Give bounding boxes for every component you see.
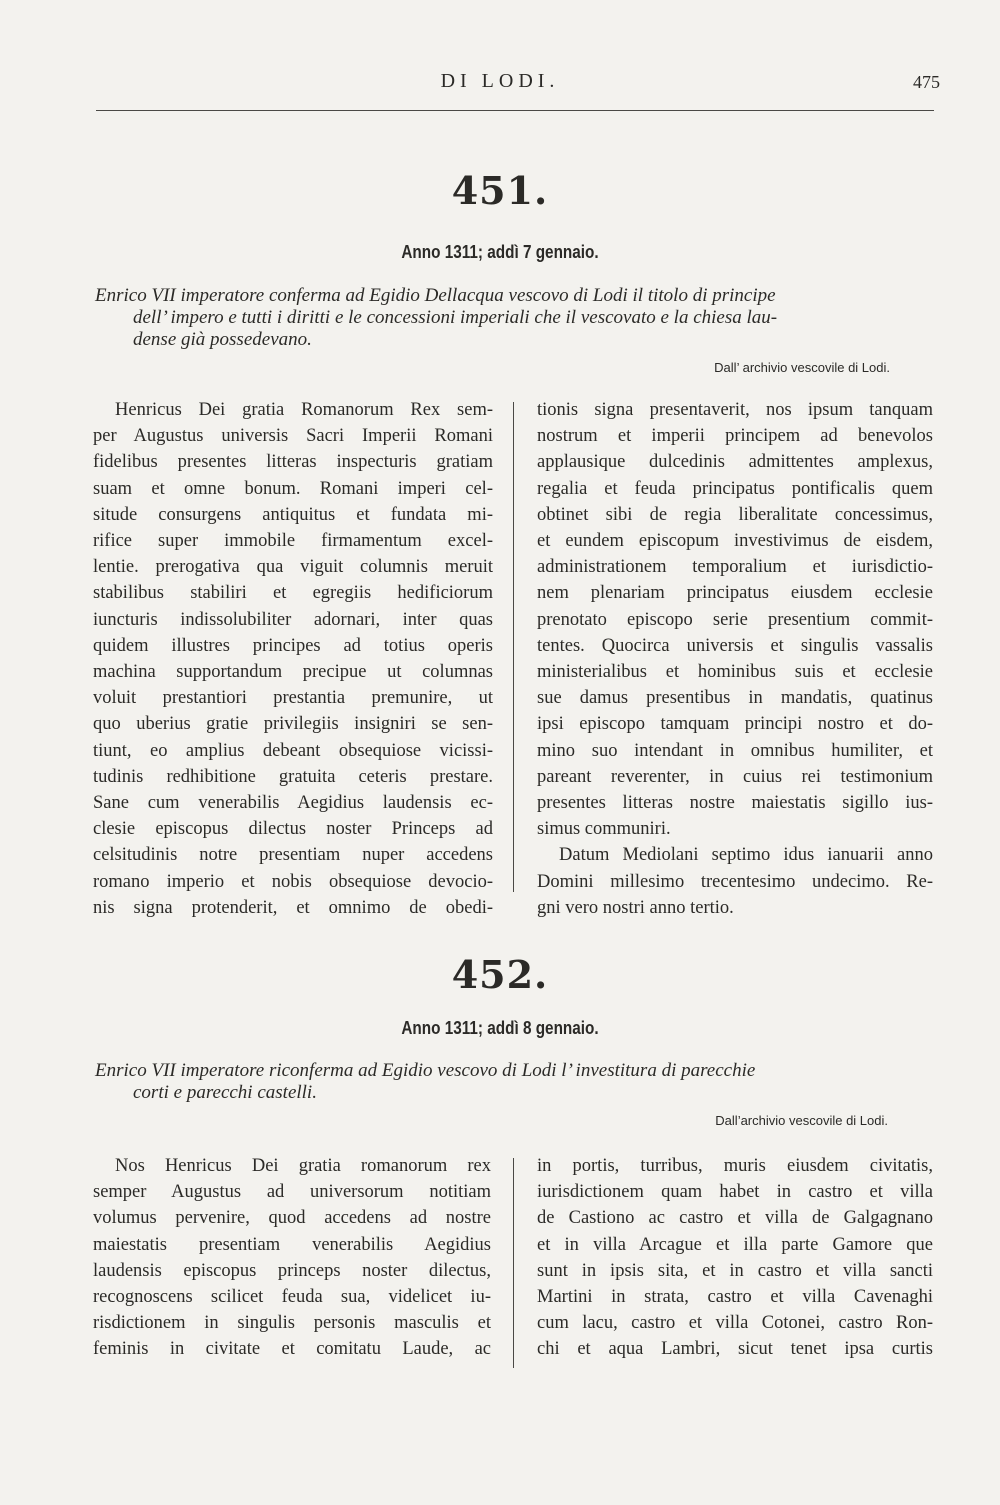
text-line: prenotato episcopo serie presentium commit- [537,609,933,630]
text-line: celsitudinis notre presentiam nuper accedens [93,845,493,866]
summary-line: Enrico VII imperatore riconferma ad Egidio vescovo di Lodi l’ investitura di parecchie [95,1060,756,1081]
text-line: volumus pervenire, quod accedens ad nostre [93,1208,491,1229]
text-line: et eundem episcopum investivimus de eisdem, [537,531,933,552]
text-line: regalia et feuda principatus pontificalis quem [537,478,933,499]
text-line: obtinet sibi de regia liberalitate concessimus, [537,504,933,525]
text-line: fidelibus presentes litteras inspecturis gratiam [93,452,493,473]
text-line: iurisdictionem quam habet in castro et villa [537,1182,933,1203]
text-line: voluit prestantiori prestantia premunire, ut [93,688,493,709]
text-line: romano imperio et nobis obsequiose devocio- [93,871,493,892]
document-date-451: Anno 1311; addì 7 gennaio. [401,242,599,262]
text-line: de Castiono ac castro et villa de Galgagnano [537,1208,933,1229]
summary-line: Enrico VII imperatore conferma ad Egidio Dellacqua vescovo di Lodi il titolo di principe [95,285,776,306]
source-note-451: Dall’ archivio vescovile di Lodi. [714,360,890,375]
text-line: clesie episcopus dilectus noster Princeps ad [93,819,493,840]
source-note-452: Dall’archivio vescovile di Lodi. [715,1113,888,1128]
text-line: Domini millesimo trecentesimo undecimo. Re- [537,871,933,892]
text-line: Datum Mediolani septimo idus ianuarii anno [559,845,933,866]
text-line: maiestatis presentiam venerabilis Aegidius [93,1234,491,1255]
text-line: lentie. prerogativa qua viguit columnis meruit [93,557,493,578]
column-divider-452 [513,1158,514,1368]
summary-451 [95,285,935,351]
text-line: administrationem temporalium et iurisdictio- [537,557,933,578]
text-line: pareant reverenter, in cuius rei testimonium [537,766,933,787]
text-line: recognoscens scilicet feuda sua, videlicet iu- [93,1287,491,1308]
text-line: chi et aqua Lambri, sicut tenet ipsa curtis [537,1339,933,1360]
text-line: quo uberius gratie privilegiis insigniri se sen- [93,714,493,735]
text-line: risdictionem in singulis personis masculis et [93,1313,491,1334]
summary-452 [95,1060,935,1104]
document-number-452: 452. [451,952,549,997]
text-line: presentes litteras nostre maiestatis sigillo ius- [537,793,933,814]
text-line: gni vero nostri anno tertio. [537,897,734,918]
text-line: rifice super immobile firmamentum excel- [93,531,493,552]
text-line: nem plenariam principatus eiusdem ecclesie [537,583,933,604]
text-line: per Augustus universis Sacri Imperii Romani [93,426,493,447]
text-column-left-451 [93,397,493,921]
text-line: applausique dulcedinis admittentes amplexus, [537,452,933,473]
text-line: tudinis redhibitione gratuita ceteris prestare. [93,766,493,787]
text-line: simus communiri. [537,819,671,840]
text-line: ministerialibus et hominibus suis et ecclesie [537,662,933,683]
text-line: ipsi episcopo tamquam principi nostro et do- [537,714,933,735]
text-line: situde consurgens antiquitus et fundata mi- [93,504,493,525]
text-line: quidem illustres principes ad totius operis [93,635,493,656]
text-line: et in villa Arcague et illa parte Gamore que [537,1234,933,1255]
text-column-left-452 [93,1153,491,1363]
text-line: tentes. Quocirca universis et singulis vassalis [537,635,933,656]
text-line: cum lacu, castro et villa Cotonei, castro Ron- [537,1313,933,1334]
text-line: tionis signa presentaverit, nos ipsum tanquam [537,400,933,420]
document-date-452: Anno 1311; addì 8 gennaio. [401,1018,599,1038]
summary-line: corti e parecchi castelli. [133,1082,317,1103]
text-line: nis signa protenderit, et omnimo de obedi- [93,897,493,918]
text-line: sue damus presentibus in mandatis, quatinus [537,688,933,709]
column-divider-451 [513,402,514,892]
text-line: suam et omne bonum. Romani imperi cel- [93,478,493,499]
header-rule [96,110,934,111]
summary-line: dense già possedevano. [133,329,312,350]
text-line: machina supportandum precipue ut columnas [93,662,493,683]
text-line: stabilibus stabiliri et egregiis hedificiorum [93,583,493,604]
summary-line: dell’ impero e tutti i diritti e le concessioni imperiali che il vescovato e la chiesa lau- [133,307,778,328]
running-header: DI LODI. [440,70,560,92]
text-column-right-451 [537,397,933,921]
text-line: tiunt, eo amplius debeant obsequiose vicissi- [93,740,493,761]
text-line: in portis, turribus, muris eiusdem civitatis, [537,1156,933,1176]
page-number: 475 [913,72,940,92]
text-line: Henricus Dei gratia Romanorum Rex sem- [115,400,493,420]
text-line: iuncturis indissolubiliter adornari, inter quas [93,609,493,630]
text-line: mino suo intendant in omnibus humiliter, et [537,740,933,761]
text-line: nostrum et imperii principem ad benevolos [537,426,933,447]
text-line: Nos Henricus Dei gratia romanorum rex [115,1156,491,1176]
text-line: laudensis episcopus princeps noster dilectus, [93,1260,491,1281]
text-line: Sane cum venerabilis Aegidius laudensis ec- [93,793,493,814]
document-number-451: 451. [451,168,549,213]
text-line: feminis in civitate et comitatu Laude, ac [93,1339,491,1360]
text-column-right-452 [537,1153,933,1363]
text-line: semper Augustus ad universorum notitiam [93,1182,491,1203]
text-line: sunt in ipsis sita, et in castro et villa sancti [537,1260,933,1281]
text-line: Martini in strata, castro et villa Cavenaghi [537,1287,933,1308]
